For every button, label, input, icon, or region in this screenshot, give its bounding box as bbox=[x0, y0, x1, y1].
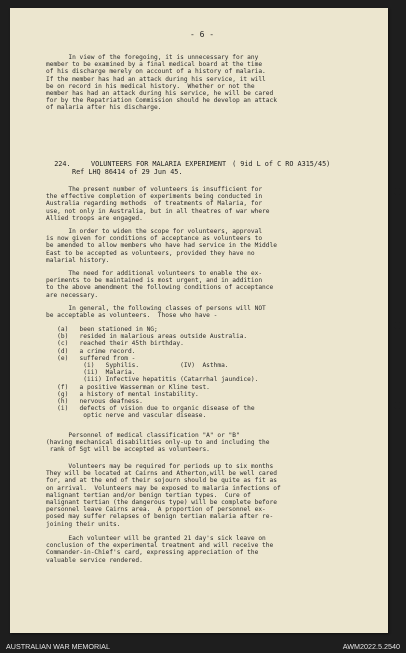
paragraph-6: Volunteers may be required for periods up to six months They will be located at Cairns and Atherton,will be well cared for, and at the end of their sojourn should be quite as fit as on arrival. Volunteers may be exposed to malaria infections of malignant tertian and/or benign tertian types. Cure of malignant tertian (the dangerous type) will be complete before personnel leave Cairns area. A proportion of personnel ex- posed may suffer relapses of benign tertian malaria after re- joining their units. bbox=[46, 463, 281, 528]
exclusion-list: (a) been stationed in NG; (b) resided in malarious areas outside Australia. (c) reached their 45th birthday. (d) a crime record. (e) suffered from - (i) Syphilis. (IV) Asthma. (ii) Malaria. (iii) Infective hepatitis (Catarrhal jaundice). (f) a positive Wasserman or Kline test. (g) a history of mental instability. (h) nervous deafness. (i) defects of vision due to organic disease of the optic nerve and vascular disease. bbox=[57, 326, 259, 420]
punch-hole bbox=[394, 402, 401, 409]
heading-title: 224. VOLUNTEERS FOR MALARIA EXPERIMENT bbox=[54, 160, 227, 168]
archive-name: AUSTRALIAN WAR MEMORIAL bbox=[6, 642, 110, 651]
punch-hole bbox=[394, 188, 401, 195]
punch-hole bbox=[394, 322, 401, 329]
paragraph-4: In general, the following classes of persons will NOT be acceptable as volunteers. Those who have - bbox=[46, 305, 266, 320]
paragraph-7: Each volunteer will be granted 21 day's sick leave on conclusion of the experimental treatment and will receive the Commander-in-Chief's card, expressing appreciation of the valuable service rendered. bbox=[46, 535, 274, 564]
paragraph-5: Personnel of medical classification "A" or "B" (having mechanical disabilities only-up to and including the rank of Sgt will be accepted as volunteers. bbox=[46, 432, 270, 454]
section-heading bbox=[46, 152, 330, 168]
archive-reference: AWM2022.5.2540 bbox=[342, 642, 400, 651]
paragraph-1: The present number of volunteers is insufficient for the effective completion of experiments being conducted in Australia regarding methods of treatments of Malaria, for use, not only in Australia, but in all theatres of war where Allied troops are engaged. bbox=[46, 186, 270, 222]
heading-reference: ( 9id L of C RO A315/45) bbox=[232, 160, 331, 168]
paragraph-3: The need for additional volunteers to enable the ex- periments to be maintained is most urgent, and in addition to the above amendment the following conditions of acceptance are necessary. bbox=[46, 270, 274, 299]
intro-paragraph: In view of the foregoing, it is unnecessary for any member to be examined by a final medical board at the time of his discharge merely on account of a history of malaria. If the member has had an attack during his service, it will be on record in his medical history. Whether or not the member has had an attack during his service, he will be cared for by the Repatriation Commission should he develop an attack of malaria after his discharge. bbox=[46, 54, 277, 112]
paragraph-2: In order to widen the scope for volunteers, approval is now given for conditions of acceptance as volunteers to be amended to allow members who have had service in the Middle East to be accepted as volunteers, provided they have no malarial history. bbox=[46, 228, 277, 264]
page-number: - 6 - bbox=[190, 30, 215, 39]
reference-line: Ref LHQ 86414 of 29 Jun 45. bbox=[72, 168, 183, 176]
archive-footer bbox=[0, 640, 406, 653]
